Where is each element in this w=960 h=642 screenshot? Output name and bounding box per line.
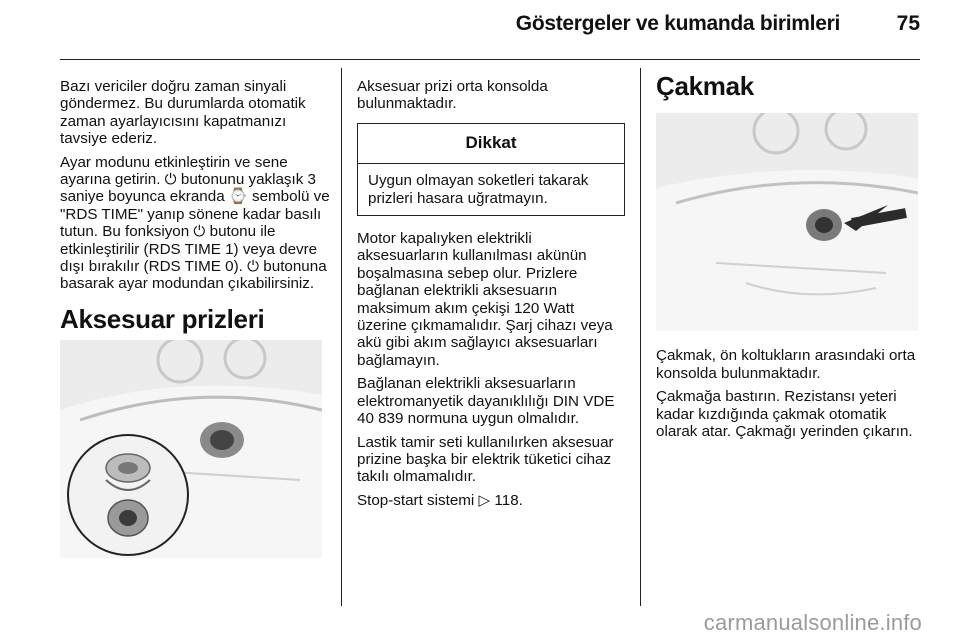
caution-box (357, 123, 625, 216)
caution-title: Dikkat (358, 124, 624, 164)
paragraph-tyre-repair-kit: Lastik tamir seti kullanılırken aksesuar prizine başka bir elektrik tüketici cihaz takılı olmamalıdır. (357, 433, 614, 486)
accessory-socket-illustration (60, 340, 322, 558)
paragraph-rds-intro: Bazı vericiler doğru zaman sinyali göndermez. Bu durumlarda otomatik zaman ayarlayıcısını kapatmanızı tavsiye ederiz. (60, 78, 306, 148)
caution-text: Uygun olmayan soketleri takarak prizleri hasara uğratmayın. (368, 172, 589, 207)
page-number: 75 (896, 12, 920, 35)
paragraph-emc-standard: Bağlanan elektrikli aksesuarların elektromanyetik dayanıklılığı DIN VDE 40 839 normuna uygun olmalıdır. (357, 375, 615, 428)
paragraph-lighter-location: Çakmak, ön koltukların arasındaki orta konsolda bulunmaktadır. (656, 347, 916, 382)
column-divider-2 (640, 68, 641, 606)
paragraph-lighter-usage: Çakmağa bastırın. Rezistansı yeteri kadar kızdığında çakmak otomatik olarak atar. Çakmağı yerinden çıkarın. (656, 388, 913, 441)
column-divider-1 (341, 68, 342, 606)
page-header-title: Göstergeler ve kumanda birimleri (515, 12, 840, 35)
paragraph-stop-start-reference: Stop-start sistemi ▷ 118. (357, 491, 523, 509)
column-3 (656, 71, 922, 446)
cigarette-lighter-illustration (656, 113, 918, 331)
column-1 (60, 78, 330, 558)
heading-cigarette-lighter: Çakmak (656, 71, 754, 101)
watermark: carmanualsonline.info (703, 610, 922, 635)
column-2 (357, 78, 625, 515)
paragraph-battery-warning: Motor kapalıyken elektrikli aksesuarların kullanılması akünün boşalmasına sebep olur. Prizlere bağlanan elektrikli aksesuarın maksimum akım çekişi 120 Watt üzerine çıkmamalıdır. Şarj cihazı veya akü gibi akım sağlayıcı aksesuarları bağlamayın. (357, 230, 613, 369)
paragraph-socket-location: Aksesuar prizi orta konsolda bulunmaktadır. (357, 78, 548, 113)
header-rule (60, 59, 920, 60)
heading-accessory-sockets: Aksesuar prizleri (60, 303, 265, 334)
paragraph-rds-time-setting: Ayar modunu etkinleştirin ve sene ayarına getirin. ⏻ butonunu yaklaşık 3 saniye boyunca ekranda ⌚ sembolü ve "RDS TIME" yanıp sönene kadar basılı tutun. Bu fonksiyon ⏻ butonu ile etkinleştirilir (RDS TIME 1) veya devre dışı bırakılır (RDS TIME 0). ⏻ butonuna basarak ayar modundan çıkabilirsiniz. (60, 153, 330, 293)
